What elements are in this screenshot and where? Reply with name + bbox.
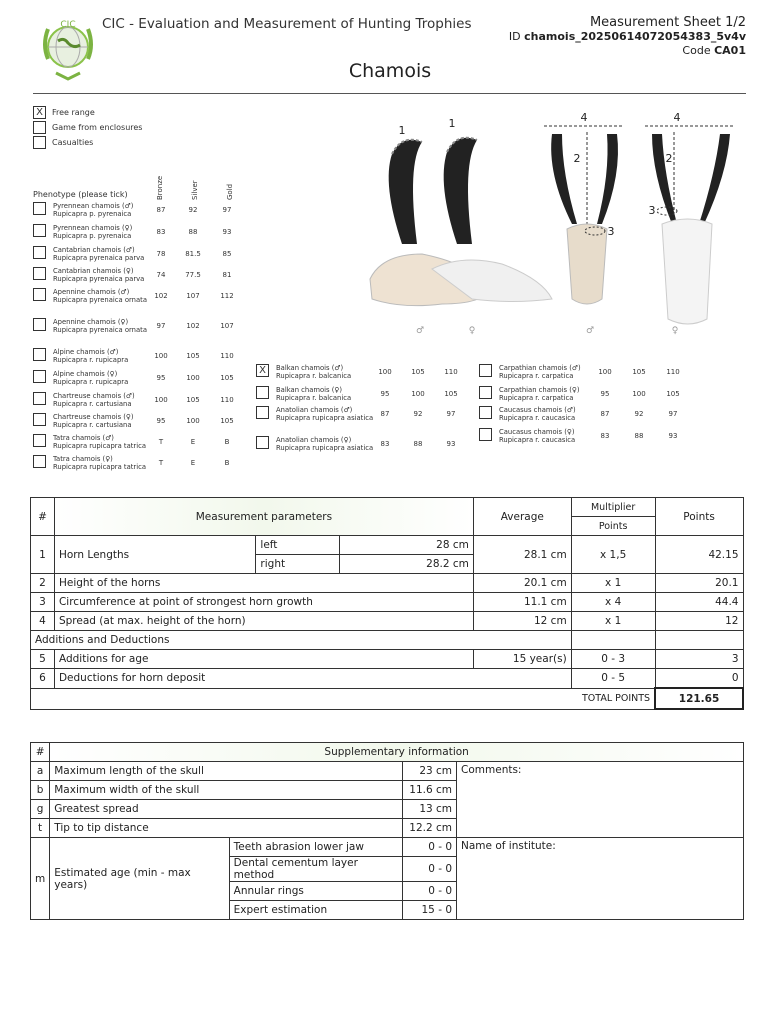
bronze-value: 100 [154, 396, 168, 404]
institute-field[interactable]: Name of institute: [457, 838, 744, 920]
phenotype-latin: Rupicapra p. pyrenaica [53, 232, 132, 240]
sex-mark: ♀ [671, 326, 679, 336]
average-value: 15 year(s) [473, 650, 571, 669]
multiplier-value: x 4 [571, 593, 655, 612]
diagram-label: 2 [665, 152, 673, 165]
phenotype-column-2 [256, 364, 466, 464]
gold-value: 107 [220, 322, 234, 330]
origin-enclosures[interactable] [33, 121, 142, 134]
average-value: 12 cm [473, 612, 571, 631]
supplementary-title: Supplementary information [50, 743, 744, 762]
gold-value: 110 [220, 396, 234, 404]
gold-value: B [224, 459, 230, 467]
phenotype-name: Caucasus chamois (♂) [499, 406, 576, 414]
average-value: 20.1 cm [473, 574, 571, 593]
gold-value: 97 [222, 206, 232, 214]
gold-value: 93 [668, 432, 678, 440]
phenotype-checkbox[interactable] [256, 436, 269, 449]
origin-free-range[interactable] [33, 106, 95, 119]
bronze-value: T [158, 438, 164, 446]
origin-checkbox[interactable]: X [33, 106, 46, 119]
bronze-value: 100 [154, 352, 168, 360]
page-title: Chamois [348, 60, 432, 82]
diagram-label: 1 [448, 117, 456, 130]
row-key: b [31, 781, 50, 800]
gold-value: 93 [222, 228, 232, 236]
phenotype-latin: Rupicapra rupicapra tatrica [53, 463, 146, 471]
bronze-value: 97 [156, 322, 166, 330]
gold-value: B [224, 438, 230, 446]
diagram-label: 1 [398, 124, 406, 137]
diagram-label: 2 [573, 152, 581, 165]
supp-value: 12.2 cm [403, 819, 457, 838]
diagram-label: 3 [648, 204, 656, 217]
supp-label: Maximum width of the skull [50, 781, 403, 800]
phenotype-name: Carpathian chamois (♀) [499, 386, 580, 394]
param-label: Additions for age [54, 650, 473, 669]
phenotype-checkbox[interactable] [33, 224, 46, 237]
phenotype-latin: Rupicapra pyrenaica parva [53, 275, 145, 283]
skull-diagram [362, 104, 747, 339]
phenotype-latin: Rupicapra r. rupicapra [53, 378, 129, 386]
phenotype-checkbox[interactable] [33, 370, 46, 383]
origin-checkbox[interactable] [33, 121, 46, 134]
col-header-average: Average [473, 498, 571, 536]
phenotype-latin: Rupicapra pyrenaica parva [53, 254, 145, 262]
silver-value: 100 [186, 374, 200, 382]
phenotype-checkbox[interactable] [479, 428, 492, 441]
row-num: 1 [31, 536, 55, 574]
phenotype-column-3 [479, 364, 709, 464]
phenotype-latin: Rupicapra p. pyrenaica [53, 210, 132, 218]
gold-value: 105 [220, 417, 234, 425]
silver-value: 100 [186, 417, 200, 425]
param-label: Circumference at point of strongest horn growth [54, 593, 473, 612]
multiplier-value: x 1,5 [571, 536, 655, 574]
phenotype-checkbox[interactable] [33, 246, 46, 259]
phenotype-checkbox[interactable] [479, 406, 492, 419]
phenotype-checkbox[interactable] [33, 413, 46, 426]
phenotype-row[interactable] [33, 455, 243, 481]
phenotype-checkbox[interactable] [256, 386, 269, 399]
sex-mark: ♂ [415, 326, 425, 336]
phenotype-latin: Rupicapra r. caucasica [499, 414, 576, 422]
points-value: 44.4 [655, 593, 743, 612]
bronze-value: 83 [380, 440, 390, 448]
param-label: Spread (at max. height of the horn) [54, 612, 473, 631]
silver-value: 88 [188, 228, 198, 236]
bronze-value: 83 [156, 228, 166, 236]
gold-value: 85 [222, 250, 232, 258]
phenotype-heading: Phenotype (please tick) [33, 190, 128, 199]
phenotype-checkbox[interactable] [33, 267, 46, 280]
points-value: 12 [655, 612, 743, 631]
param-label: Height of the horns [54, 574, 473, 593]
phenotype-checkbox[interactable] [33, 318, 46, 331]
bronze-value: 102 [154, 292, 168, 300]
sex-mark: ♀ [468, 326, 476, 336]
phenotype-row[interactable] [256, 436, 466, 462]
silver-value: E [190, 459, 196, 467]
phenotype-checkbox[interactable] [479, 364, 492, 377]
silver-value: 77.5 [185, 271, 201, 279]
phenotype-latin: Rupicapra r. carpatica [499, 372, 574, 380]
col-header-num: # [31, 743, 50, 762]
phenotype-name: Anatolian chamois (♂) [276, 406, 353, 414]
silver-value: 105 [632, 368, 646, 376]
phenotype-name: Cantabrian chamois (♂) [53, 246, 135, 254]
silver-value: 100 [632, 390, 646, 398]
horn-side-1 [389, 140, 422, 244]
bronze-value: 87 [156, 206, 166, 214]
supp-value: 23 cm [403, 762, 457, 781]
col-header-points: Points [655, 498, 743, 536]
phenotype-row[interactable] [33, 318, 243, 344]
supp-label: Estimated age (min - max years) [50, 838, 229, 920]
right-value: 28.2 cm [340, 555, 474, 574]
sheet-number: Measurement Sheet 1/2 [589, 15, 746, 30]
silver-value: 105 [411, 368, 425, 376]
phenotype-checkbox[interactable] [33, 288, 46, 301]
silver-value: 81.5 [185, 250, 201, 258]
phenotype-checkbox[interactable] [33, 434, 46, 447]
phenotype-name: Chartreuse chamois (♀) [53, 413, 134, 421]
phenotype-checkbox[interactable] [33, 455, 46, 468]
supp-value: 11.6 cm [403, 781, 457, 800]
phenotype-name: Pyrennean chamois (♂) [53, 202, 134, 210]
phenotype-latin: Rupicapra rupicapra asiatica [276, 444, 374, 452]
id-value: chamois_20250614072054383_5v4v [524, 30, 746, 43]
row-num: 6 [31, 669, 55, 689]
phenotype-name: Balkan chamois (♀) [276, 386, 343, 394]
age-method-label: Teeth abrasion lower jaw [229, 838, 402, 857]
col-header-num: # [31, 498, 55, 536]
points-value: 0 [655, 669, 743, 689]
phenotype-checkbox[interactable]: X [256, 364, 269, 377]
comments-field[interactable]: Comments: [457, 762, 744, 838]
gold-value: 105 [220, 374, 234, 382]
phenotype-name: Cantabrian chamois (♀) [53, 267, 134, 275]
age-method-label: Annular rings [229, 882, 402, 901]
bronze-value: 78 [156, 250, 166, 258]
multiplier-value: x 1 [571, 574, 655, 593]
phenotype-latin: Rupicapra r. cartusiana [53, 400, 132, 408]
bronze-value: 95 [156, 374, 166, 382]
phenotype-checkbox[interactable] [33, 202, 46, 215]
phenotype-name: Anatolian chamois (♀) [276, 436, 352, 444]
phenotype-name: Carpathian chamois (♂) [499, 364, 581, 372]
silver-value: 102 [186, 322, 200, 330]
gold-value: 110 [444, 368, 458, 376]
medal-silver: Silver [191, 180, 199, 200]
phenotype-latin: Rupicapra r. balcanica [276, 372, 352, 380]
phenotype-latin: Rupicapra rupicapra asiatica [276, 414, 374, 422]
code-label: Code [682, 44, 711, 57]
age-method-value: 0 - 0 [403, 882, 457, 901]
supplementary-table [30, 742, 744, 920]
silver-value: 107 [186, 292, 200, 300]
bronze-value: 95 [156, 417, 166, 425]
phenotype-latin: Rupicapra pyrenaica ornata [53, 326, 147, 334]
sex-mark: ♂ [585, 326, 595, 336]
bronze-value: 87 [380, 410, 390, 418]
measurement-table [30, 497, 744, 710]
bronze-value: 100 [378, 368, 392, 376]
bronze-value: 100 [598, 368, 612, 376]
diagram-label: 4 [580, 111, 588, 124]
supp-label: Greatest spread [50, 800, 403, 819]
phenotype-name: Apennine chamois (♀) [53, 318, 129, 326]
origin-casualties[interactable] [33, 136, 93, 149]
total-label: TOTAL POINTS [31, 688, 656, 709]
gold-value: 110 [220, 352, 234, 360]
phenotype-name: Alpine chamois (♀) [53, 370, 118, 378]
row-num: 4 [31, 612, 55, 631]
bronze-value: T [158, 459, 164, 467]
points-value: 20.1 [655, 574, 743, 593]
supp-value: 13 cm [403, 800, 457, 819]
age-method-label: Dental cementum layer method [229, 857, 402, 882]
row-key: m [31, 838, 50, 920]
medal-gold: Gold [226, 183, 234, 200]
age-method-value: 15 - 0 [403, 901, 457, 920]
phenotype-name: Tatra chamois (♀) [53, 455, 113, 463]
header-divider [33, 93, 746, 94]
row-num: 5 [31, 650, 55, 669]
phenotype-latin: Rupicapra pyrenaica ornata [53, 296, 147, 304]
silver-value: 92 [188, 206, 198, 214]
row-key: g [31, 800, 50, 819]
multiplier-value: 0 - 3 [571, 650, 655, 669]
row-key: a [31, 762, 50, 781]
bronze-value: 74 [156, 271, 166, 279]
gold-value: 112 [220, 292, 234, 300]
phenotype-name: Alpine chamois (♂) [53, 348, 119, 356]
sheet-info [509, 16, 746, 58]
row-num: 3 [31, 593, 55, 612]
horn-side-2 [444, 138, 477, 244]
silver-value: 88 [634, 432, 644, 440]
origin-label: Casualties [52, 138, 94, 147]
origin-label: Game from enclosures [52, 123, 143, 132]
col-header-multiplier: Multiplier [571, 498, 655, 517]
gold-value: 105 [666, 390, 680, 398]
average-value: 11.1 cm [473, 593, 571, 612]
phenotype-checkbox[interactable] [33, 348, 46, 361]
phenotype-name: Pyrennean chamois (♀) [53, 224, 133, 232]
col-header-points-sub: Points [571, 517, 655, 536]
phenotype-row[interactable] [33, 288, 243, 314]
phenotype-column-1 [33, 202, 243, 472]
org-title: CIC - Evaluation and Measurement of Hunting Trophies [102, 16, 472, 32]
phenotype-checkbox[interactable] [33, 392, 46, 405]
gold-value: 110 [666, 368, 680, 376]
phenotype-name: Chartreuse chamois (♂) [53, 392, 135, 400]
phenotype-row[interactable] [256, 406, 466, 432]
diagram-label: 4 [673, 111, 681, 124]
supp-label: Maximum length of the skull [50, 762, 403, 781]
left-value: 28 cm [340, 536, 474, 555]
gold-value: 97 [668, 410, 678, 418]
silver-value: 88 [413, 440, 423, 448]
param-label: Deductions for horn deposit [54, 669, 571, 689]
origin-label: Free range [52, 108, 95, 117]
phenotype-latin: Rupicapra r. cartusiana [53, 421, 132, 429]
phenotype-name: Apennine chamois (♂) [53, 288, 130, 296]
phenotype-latin: Rupicapra r. balcanica [276, 394, 352, 402]
points-value: 42.15 [655, 536, 743, 574]
points-value: 3 [655, 650, 743, 669]
row-key: t [31, 819, 50, 838]
phenotype-latin: Rupicapra r. carpatica [499, 394, 574, 402]
silver-value: 92 [413, 410, 423, 418]
empty-cell [571, 631, 655, 650]
gold-value: 105 [444, 390, 458, 398]
bronze-value: 95 [600, 390, 610, 398]
phenotype-latin: Rupicapra r. rupicapra [53, 356, 129, 364]
average-value: 28.1 cm [473, 536, 571, 574]
bronze-value: 87 [600, 410, 610, 418]
multiplier-value: 0 - 5 [571, 669, 655, 689]
phenotype-latin: Rupicapra r. caucasica [499, 436, 576, 444]
multiplier-value: x 1 [571, 612, 655, 631]
age-method-value: 0 - 0 [403, 857, 457, 882]
side-label: right [256, 555, 340, 574]
gold-value: 97 [446, 410, 456, 418]
origin-checkbox[interactable] [33, 136, 46, 149]
empty-cell [655, 631, 743, 650]
id-label: ID [508, 30, 521, 43]
total-points: 121.65 [655, 688, 743, 709]
side-label: left [256, 536, 340, 555]
silver-value: 105 [186, 396, 200, 404]
phenotype-checkbox[interactable] [479, 386, 492, 399]
silver-value: 105 [186, 352, 200, 360]
phenotype-name: Balkan chamois (♂) [276, 364, 344, 372]
age-method-label: Expert estimation [229, 901, 402, 920]
silver-value: 100 [411, 390, 425, 398]
gold-value: 81 [222, 271, 232, 279]
bronze-value: 83 [600, 432, 610, 440]
supp-label: Tip to tip distance [50, 819, 403, 838]
col-header-params: Measurement parameters [54, 498, 473, 536]
diagram-label: 3 [607, 225, 615, 238]
phenotype-row[interactable] [479, 428, 709, 454]
phenotype-latin: Rupicapra rupicapra tatrica [53, 442, 146, 450]
bronze-value: 95 [380, 390, 390, 398]
param-label: Horn Lengths [54, 536, 255, 574]
medal-bronze: Bronze [156, 175, 164, 200]
silver-value: E [190, 438, 196, 446]
logo-text: CIC [60, 20, 76, 30]
row-num: 2 [31, 574, 55, 593]
additions-heading: Additions and Deductions [31, 631, 572, 650]
code-value: CA01 [714, 44, 746, 57]
age-method-value: 0 - 0 [403, 838, 457, 857]
silver-value: 92 [634, 410, 644, 418]
phenotype-checkbox[interactable] [256, 406, 269, 419]
gold-value: 93 [446, 440, 456, 448]
phenotype-name: Tatra chamois (♂) [53, 434, 114, 442]
phenotype-name: Caucasus chamois (♀) [499, 428, 575, 436]
